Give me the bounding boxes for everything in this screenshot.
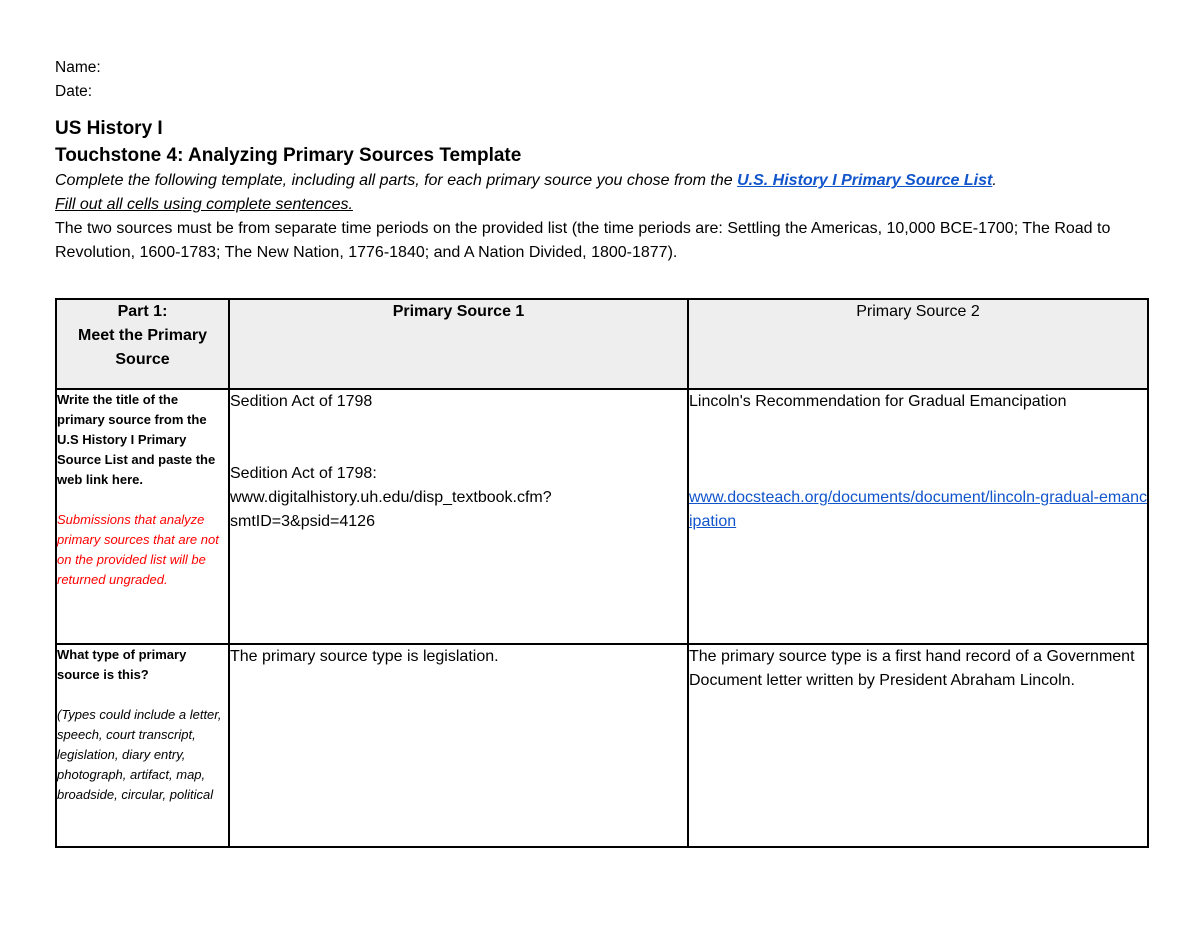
source2-title-cell[interactable] bbox=[688, 389, 1148, 644]
course-title: US History I bbox=[55, 118, 163, 139]
table-row bbox=[56, 389, 1148, 644]
source2-link[interactable]: www.docsteach.org/documents/document/lincoln-gradual-emancipation bbox=[689, 489, 1148, 530]
source1-link-label: Sedition Act of 1798: bbox=[230, 465, 377, 482]
title-prompt: Write the title of the primary source from the U.S History I Primary Source List and paste the web link here. bbox=[57, 392, 216, 487]
assignment-title: Touchstone 4: Analyzing Primary Sources Template bbox=[55, 145, 522, 166]
instruction-prefix: Complete the following template, including all parts, for each primary source you chose from the bbox=[55, 172, 738, 189]
source2-type-cell[interactable] bbox=[688, 644, 1148, 847]
source1-type-cell[interactable] bbox=[229, 644, 688, 847]
document-header bbox=[55, 56, 1150, 265]
time-periods-note: The two sources must be from separate time periods on the provided list (the time periods are: Settling the Americas, 10,000 BCE-1700; The Road to Revolution, 1600-1783; The New Nation, 1776-1840; and A Nation Divided, 1800-1877). bbox=[55, 220, 1111, 261]
source2-header: Primary Source 2 bbox=[688, 299, 1148, 389]
source1-title: Sedition Act of 1798 bbox=[230, 393, 373, 410]
part-header-line1: Part 1: bbox=[117, 303, 168, 320]
complete-sentences-note: Fill out all cells using complete sentences. bbox=[55, 196, 353, 213]
source1-header: Primary Source 1 bbox=[229, 299, 688, 389]
source2-type-answer: The primary source type is a first hand record of a Government Document letter written by President Abraham Lincoln. bbox=[689, 648, 1135, 689]
type-examples-note: (Types could include a letter, speech, court transcript, legislation, diary entry, photograph, artifact, map, broadside, circular, political bbox=[57, 707, 222, 802]
source1-link-line2: smtID=3&psid=4126 bbox=[230, 513, 375, 530]
table-row bbox=[56, 644, 1148, 847]
primary-source-list-link[interactable]: U.S. History I Primary Source List bbox=[737, 172, 993, 189]
type-prompt-cell bbox=[56, 644, 229, 847]
source2-title: Lincoln's Recommendation for Gradual Emancipation bbox=[689, 393, 1067, 410]
source1-link-line1: www.digitalhistory.uh.edu/disp_textbook.cfm? bbox=[230, 489, 552, 506]
type-prompt: What type of primary source is this? bbox=[57, 647, 187, 682]
instruction-suffix: . bbox=[992, 172, 997, 189]
table-header-row bbox=[56, 299, 1148, 389]
instructions bbox=[55, 169, 1150, 193]
part-header-cell bbox=[56, 299, 229, 389]
title-prompt-cell bbox=[56, 389, 229, 644]
date-label: Date: bbox=[55, 83, 93, 100]
part-header-line2: Meet the Primary bbox=[78, 327, 207, 344]
source1-type-answer: The primary source type is legislation. bbox=[230, 648, 499, 665]
primary-source-table bbox=[55, 298, 1149, 848]
source1-title-cell[interactable] bbox=[229, 389, 688, 644]
ungraded-warning: Submissions that analyze primary sources that are not on the provided list will be returned ungraded. bbox=[57, 512, 219, 587]
part-header-line3: Source bbox=[115, 351, 170, 368]
name-label: Name: bbox=[55, 59, 101, 76]
